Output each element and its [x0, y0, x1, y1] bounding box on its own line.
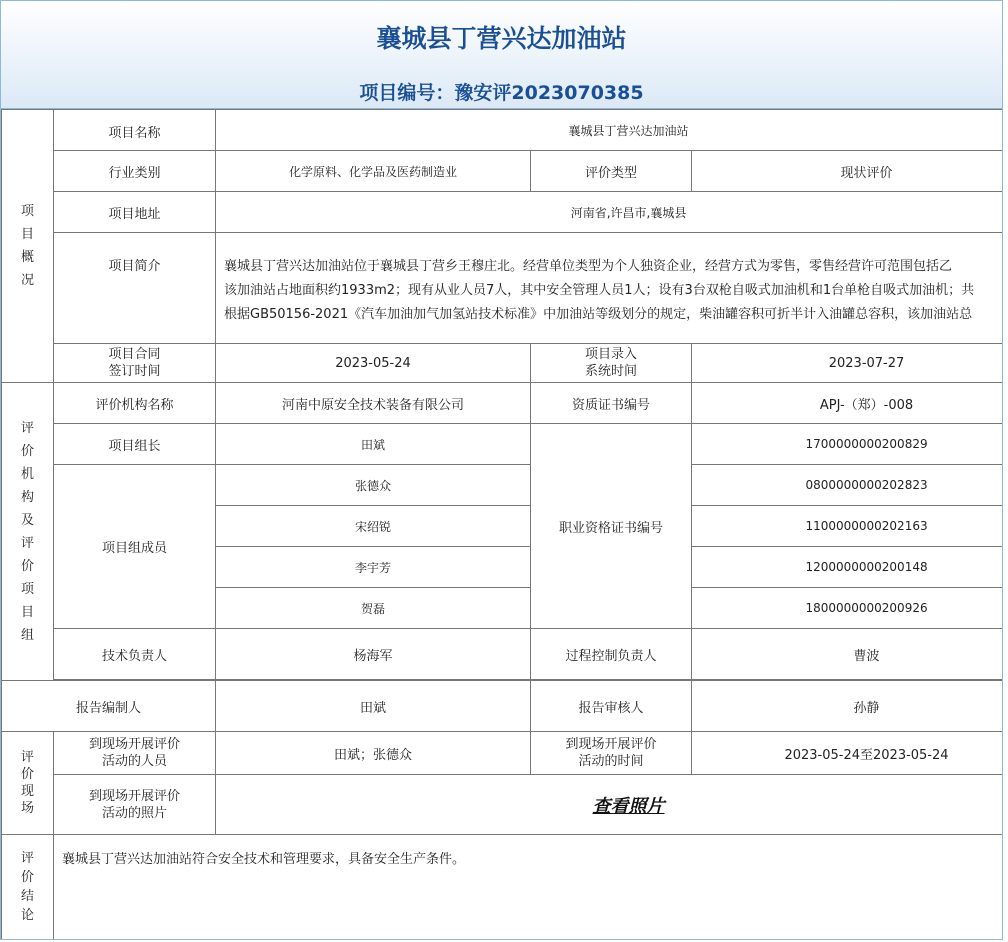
agency-value: 河南中原安全技术装备有限公司: [216, 383, 531, 424]
cert-number: 1800000000200926: [692, 588, 1004, 629]
page-title: 襄城县丁营兴达加油站: [376, 24, 627, 53]
cert-number: 1700000000200829: [692, 424, 1004, 465]
member-name: 李宇芳: [216, 547, 531, 588]
site-people-value: 田斌；张德众: [216, 732, 531, 775]
members-label: 项目组成员: [54, 465, 216, 629]
process-lead-label: 过程控制负责人: [531, 629, 692, 680]
entry-date-value: 2023-07-27: [692, 344, 1004, 383]
cert-number: 1200000000200148: [692, 547, 1004, 588]
section-org: 评 价 机 构 及 评 价 项 目 组: [2, 383, 54, 681]
address-label: 项目地址: [54, 192, 216, 233]
cert-number: 0800000000202823: [692, 465, 1004, 506]
conclusion-text: 襄城县丁营兴达加油站符合安全技术和管理要求，具备安全生产条件。: [54, 835, 1004, 940]
intro-label: 项目简介: [54, 233, 216, 344]
site-people-label: 到现场开展评价 活动的人员: [54, 732, 216, 775]
member-name: 贺磊: [216, 588, 531, 629]
project-name-label: 项目名称: [54, 110, 216, 151]
tech-lead-label: 技术负责人: [54, 629, 216, 680]
member-name: 张德众: [216, 465, 531, 506]
cert-label: 资质证书编号: [531, 383, 692, 424]
member-name: 宋绍锐: [216, 506, 531, 547]
agency-label: 评价机构名称: [54, 383, 216, 424]
reviewer-value: 孙静: [692, 681, 1004, 732]
process-lead-value: 曹波: [692, 629, 1004, 680]
project-number: 项目编号：豫安评2023070385: [359, 82, 644, 104]
contract-date-label: 项目合同 签订时间: [54, 344, 216, 383]
project-name-value: 襄城县丁营兴达加油站: [216, 110, 1004, 151]
site-time-value: 2023-05-24至2023-05-24: [692, 732, 1004, 775]
site-photo-cell: [216, 775, 1004, 835]
section-site: 评 价 现 场: [2, 732, 54, 835]
qualification-label: 职业资格证书编号: [531, 424, 692, 629]
intro-text: [216, 233, 1004, 344]
tech-lead-value: 杨海军: [216, 629, 531, 680]
intro-line: 襄城县丁营兴达加油站位于襄城县丁营乡王穆庄北。经营单位类型为个人独资企业，经营方式为零售，零售经营许可范围包括乙: [224, 259, 953, 274]
info-table: [1, 109, 1003, 940]
industry-label: 行业类别: [54, 151, 216, 192]
leader-label: 项目组长: [54, 424, 216, 465]
section-conclusion: 评 价 结 论: [2, 835, 54, 940]
site-time-label: 到现场开展评价 活动的时间: [531, 732, 692, 775]
eval-type-value: 现状评价: [692, 151, 1004, 192]
intro-line: 根据GB50156-2021《汽车加油加气加氢站技术标准》中加油站等级划分的规定，柴油罐容积可折半计入油罐总容积，该加油站总: [224, 307, 973, 322]
cert-number: 1100000000202163: [692, 506, 1004, 547]
entry-date-label: 项目录入 系统时间: [531, 344, 692, 383]
contract-date-value: 2023-05-24: [216, 344, 531, 383]
cert-value: APJ-（郑）-008: [692, 383, 1004, 424]
view-photos-link[interactable]: 查看照片: [592, 795, 665, 817]
industry-value: 化学原料、化学品及医药制造业: [216, 151, 531, 192]
author-label: 报告编制人: [2, 681, 216, 732]
leader-value: 田斌: [216, 424, 531, 465]
author-value: 田斌: [216, 681, 531, 732]
address-value: 河南省,许昌市,襄城县: [216, 192, 1004, 233]
page-header: [1, 1, 1002, 109]
eval-type-label: 评价类型: [531, 151, 692, 192]
reviewer-label: 报告审核人: [531, 681, 692, 732]
intro-line: 该加油站占地面积约1933m2；现有从业人员7人，其中安全管理人员1人；设有3台双枪自吸式加油机和1台单枪自吸式加油机；共: [224, 283, 975, 298]
site-photo-label: 到现场开展评价 活动的照片: [54, 775, 216, 835]
section-overview: 项 目 概 况: [2, 110, 54, 383]
